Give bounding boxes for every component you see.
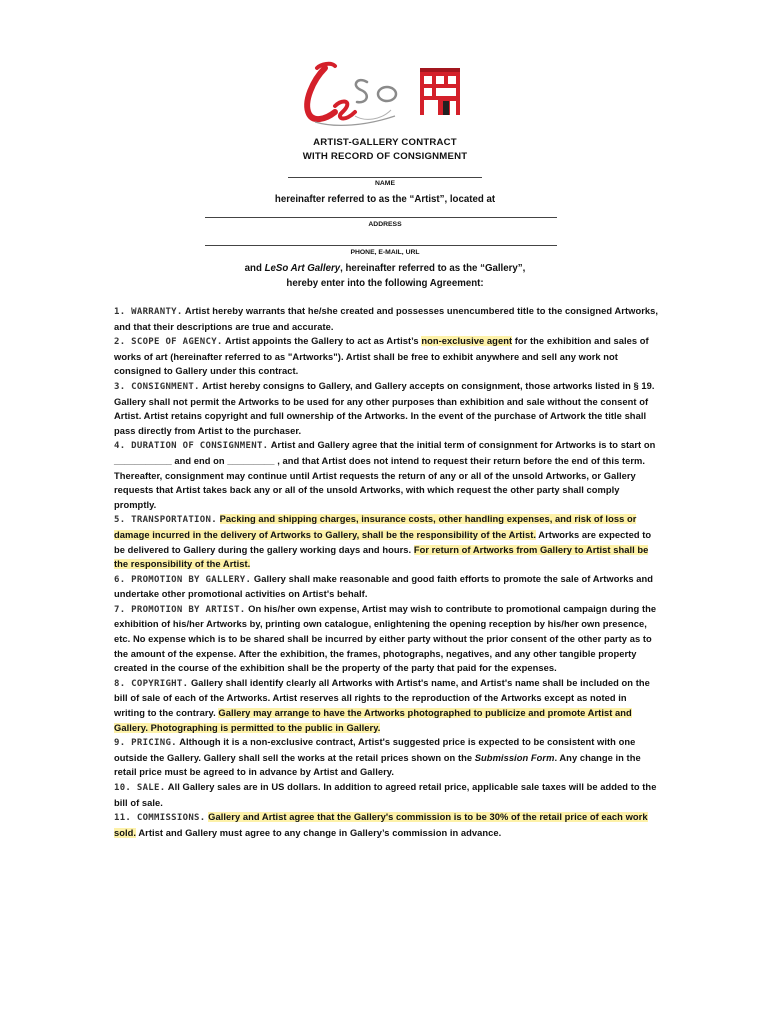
section-text: Artworks are expected to be delivered to Gallery during the gallery working days and hours. — [114, 529, 652, 555]
section-commissions — [114, 810, 659, 840]
contact-underline — [205, 245, 557, 246]
section-pricing — [114, 735, 659, 780]
contract-subtitle: WITH RECORD OF CONSIGNMENT — [302, 151, 468, 162]
section-text: All Gallery sales are in US dollars. In addition to agreed retail price, applicable sale taxes will be added to the bill of sale. — [114, 782, 657, 808]
enter-line: hereby enter into the following Agreement: — [286, 278, 484, 289]
gallery-building-logo — [419, 68, 461, 116]
address-label: ADDRESS — [368, 221, 402, 228]
section-title: 2. SCOPE OF AGENCY. — [114, 337, 223, 348]
section-text: On his/her own expense, Artist may wish to contribute to promotional campaign during the exhibition of his/her Artworks by, printing own catalogue, enlightening the opening reception by his/her own presence, etc. No expense which is to be shared shall be incurred by either party without the prior consent of the other party as to the amount of the expense. After the exhibition, the frames, photographs, negatives, and any other tangible property created in the course of the exhibition shall be the property of the party that paid for the expenses. — [114, 603, 657, 674]
section-text: Artist hereby consigns to Gallery, and Gallery accepts on consignment, those artworks listed in § 19. Gallery shall not permit the Artworks to be used for any other purposes than exhibition and sale without the consent of Artist. Artist retains copyright and full ownership of the Artworks. In the event of the purchase of Artwork the title shall pass directly from Artist to the purchaser. — [114, 380, 655, 436]
gallery-post: , hereinafter referred to as the “Gallery”, — [340, 263, 526, 274]
highlighted-text: Packing and shipping charges, insurance costs, other handling expenses, and risk of loss or damage incurred in the delivery of Artworks to Gallery, shall be the responsibility of the Artist. — [114, 514, 637, 540]
section-copyright — [114, 676, 659, 735]
section-text: . Any change in the retail price must be agreed to in advance by Artist and Gallery. — [114, 752, 641, 778]
contact-label: PHONE, E-MAIL, URL — [350, 249, 420, 256]
section-title: 10. SALE. — [114, 783, 166, 793]
address-underline — [205, 217, 557, 218]
name-underline — [288, 177, 482, 178]
highlighted-text: Gallery may arrange to have the Artworks photographed to publicize and promote Artist and Gallery. Photographing is permitted to the public in Gallery. — [114, 708, 632, 733]
gallery-name: LeSo Art Gallery — [264, 263, 341, 274]
section-warranty — [114, 304, 659, 334]
section-sale — [114, 780, 659, 810]
logo-area — [0, 60, 770, 135]
section-text: for the exhibition and sales of works of art (hereinafter referred to as "Artworks"). Artist shall be free to exhibit anywhere and sell any work not consigned to Gallery under this contract. — [114, 336, 649, 377]
leso-script-logo — [295, 60, 410, 130]
gallery-line — [0, 263, 770, 274]
section-title: 7. PROMOTION BY ARTIST. — [114, 604, 246, 615]
section-title: 4. DURATION OF CONSIGNMENT. — [114, 441, 269, 452]
section-title: 9. PRICING. — [114, 738, 177, 749]
section-text: Gallery shall identify clearly all Artworks with Artist's name, and Artist's name shall be included on the bill of sale of each of the Artworks. Artist reserves all rights to the reproduction of the Artworks except as noted in writing to the contrary. — [114, 677, 650, 719]
section-text: Artist appoints the Gallery to act as Artist’s — [222, 336, 422, 347]
section-text: Artist hereby warrants that he/she created and possesses unencumbered title to the consigned Artworks, and that their descriptions are true and accurate. — [114, 306, 659, 332]
section-title: 11. COMMISSIONS. — [114, 813, 206, 824]
artist-line: hereinafter referred to as the “Artist”, located at — [274, 194, 496, 205]
name-label: NAME — [374, 180, 395, 187]
section-text: Artist and Gallery must agree to any change in Gallery’s commission in advance. — [136, 827, 502, 838]
gallery-pre: and — [244, 263, 265, 274]
section-consignment — [114, 379, 659, 438]
highlighted-text: Gallery and Artist agree that the Gallery's commission is to be 30% of the retail price of each work sold. — [114, 812, 648, 838]
section-title: 6. PROMOTION BY GALLERY. — [114, 574, 252, 585]
italic-text: Submission Form — [474, 752, 555, 763]
section-title: 1. WARRANTY. — [114, 307, 183, 317]
section-title: 5. TRANSPORTATION. — [114, 515, 217, 526]
section-transportation — [114, 512, 659, 571]
highlighted-text: non-exclusive agent — [421, 336, 513, 347]
section-title: 3. CONSIGNMENT. — [114, 381, 200, 392]
section-text: Although it is a non-exclusive contract, Artist's suggested price is expected to be consistent with one outside the Gallery. Gallery shall sell the works at the retail prices shown on the — [114, 737, 636, 763]
section-duration — [114, 438, 659, 512]
highlighted-text: For return of Artworks from Gallery to Artist shall be the responsibility of the Artist. — [114, 544, 649, 570]
contract-title: ARTIST-GALLERY CONTRACT — [313, 137, 457, 148]
section-promotion-gallery — [114, 572, 659, 602]
section-scope — [114, 334, 659, 379]
contract-body — [114, 304, 659, 840]
section-text: Gallery shall make reasonable and good faith efforts to promote the sale of Artworks and undertake other promotional activities on Artist's behalf. — [114, 573, 654, 600]
section-text: Artist and Gallery agree that the initial term of consignment for Artworks is to start on ___________ and end on _________ , and that Artist does not intend to request their return before the end of this term. Thereafter, consignment may continue until Artist requests the return of any or all of the unsold Artworks, or Gallery requests that Artist takes back any or all of the unsold Artworks, with which request the other party shall comply promptly. — [114, 440, 656, 510]
section-title: 8. COPYRIGHT. — [114, 678, 189, 689]
section-promotion-artist — [114, 602, 659, 676]
